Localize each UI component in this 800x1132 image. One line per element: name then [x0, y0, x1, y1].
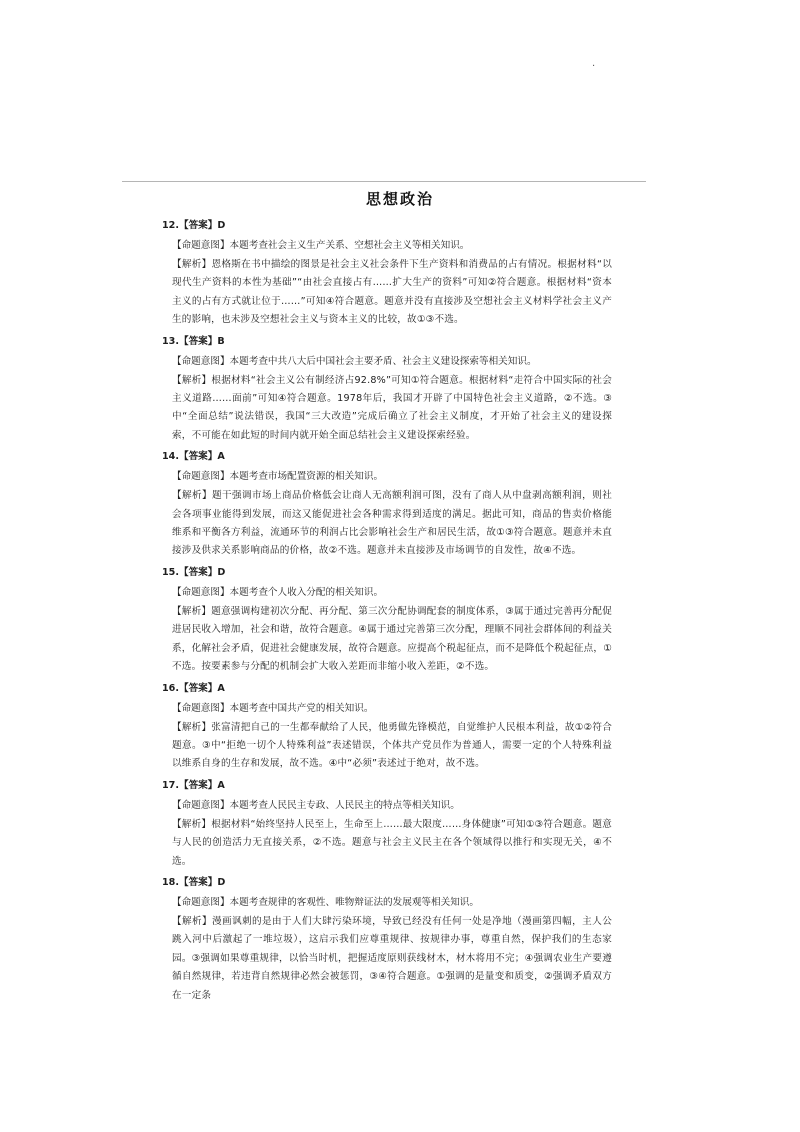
question-17 [162, 776, 612, 871]
intent-line: 【命题意图】本题考查规律的客观性、唯物辩证法的发展观等相关知识。 [172, 896, 479, 908]
answer-line: 14.【答案】A [162, 451, 225, 463]
intent-line: 【命题意图】本题考查市场配置资源的相关知识。 [172, 471, 384, 483]
subject-title: 思想政治 [365, 190, 434, 208]
question-16 [162, 679, 612, 774]
question-14 [162, 447, 612, 561]
intent-line: 【命题意图】本题考查个人收入分配的相关知识。 [172, 586, 384, 598]
analysis-paragraph: 【解析】张富清把自己的一生都奉献给了人民，他勇做先锋模范，自觉维护人民根本利益，故①②符合题意。③中“拒绝一切个人特殊利益”表述错误，个体共产党员作为普通人，需要一定的个人特殊利益以维系自身的生存和发展，故不选。④中“必须”表述过于绝对，故不选。 [172, 721, 612, 770]
intent-line: 【命题意图】本题考查人民民主专政、人民民主的特点等相关知识。 [172, 799, 460, 811]
page-mark: . [592, 58, 596, 69]
analysis-paragraph: 【解析】根据材料“始终坚持人民至上，生命至上……最大限度……身体健康”可知①③符合题意。题意与人民的创造活力无直接关系，②不选。题意与社会主义民主在各个领域得以推行和实现无关，④不选。 [172, 818, 612, 867]
question-18 [162, 873, 612, 1005]
analysis-paragraph: 【解析】漫画讽刺的是由于人们大肆污染环境，导致已经没有任何一处是净地（漫画第四幅，主人公跳入河中后激起了一堆垃圾），这启示我们应尊重规律、按规律办事，尊重自然，保护我们的生态家园。③强调如果尊重规律，以恰当时机，把握适度原则获线材木，材木将用不完；④强调农业生产要遵循自然规律，若违背自然规律必然会被惩罚，③④符合题意。①强调的是量变和质变，②强调矛盾双方在一定条 [172, 915, 612, 1001]
analysis-paragraph: 【解析】题意强调构建初次分配、再分配、第三次分配协调配套的制度体系，③属于通过完善再分配促进居民收入增加，社会和谐，故符合题意。④属于通过完善第三次分配，理顺不同社会群体间的利益关系，化解社会矛盾，促进社会健康发展，故符合题意。应提高个税起征点，而不是降低个税起征点，①不选。按要素参与分配的机制会扩大收入差距而非缩小收入差距，②不选。 [172, 605, 612, 673]
answer-line: 12.【答案】D [162, 220, 226, 231]
answer-line: 15.【答案】D [162, 566, 226, 578]
analysis-paragraph: 【解析】恩格斯在书中描绘的图景是社会主义社会条件下生产资料和消费品的占有情况。根据材料“以现代生产资料的本性为基础”“由社会直接占有……扩大生产的资料”可知②符合题意。根据材料“资本主义的占有方式就让位于……”可知④符合题意。题意并没有直接涉及空想社会主义材料学社会主义产生的影响，也未涉及空想社会主义与资本主义的比较，故①③不选。 [172, 259, 612, 326]
intent-line: 【命题意图】本题考查社会主义生产关系、空想社会主义等相关知识。 [172, 240, 470, 251]
answer-line: 17.【答案】A [162, 779, 225, 791]
answer-line: 13.【答案】B [162, 335, 225, 347]
intent-line: 【命题意图】本题考查中共八大后中国社会主要矛盾、社会主义建设探索等相关知识。 [172, 355, 537, 367]
intent-line: 【命题意图】本题考查中国共产党的相关知识。 [172, 702, 374, 714]
analysis-paragraph: 【解析】题干强调市场上商品价格低会让商人无高额利润可图，没有了商人从中盘剥高额利润，则社会各项事业能得到发展，而这又能促进社会各种需求得到适度的满足。据此可知，商品的售卖价格能维系和平衡各方利益，流通环节的利润占比会影响社会生产和居民生活，故①③符合题意。题意并未直接涉及供求关系影响商品的价格，故②不选。题意并未直接涉及市场调节的自发性，故④不选。 [172, 490, 612, 557]
question-12 [162, 216, 612, 330]
question-13 [162, 332, 612, 446]
answer-content [162, 216, 612, 1007]
header-rule [122, 181, 646, 182]
answer-line: 16.【答案】A [162, 682, 225, 694]
question-15 [162, 563, 612, 677]
analysis-paragraph: 【解析】根据材料“社会主义公有制经济占92.8%”可知①符合题意。根据材料“走符合中国实际的社会主义道路……面前”可知④符合题意。1978年后，我国才开辟了中国特色社会主义道路，②不选。③中“全面总结”说法错误，我国“三大改造”完成后确立了社会主义制度，才开始了社会主义的建设探索，不可能在如此短的时间内就开始全面总结社会主义建设探索经验。 [172, 374, 612, 441]
answer-line: 18.【答案】D [162, 876, 226, 888]
